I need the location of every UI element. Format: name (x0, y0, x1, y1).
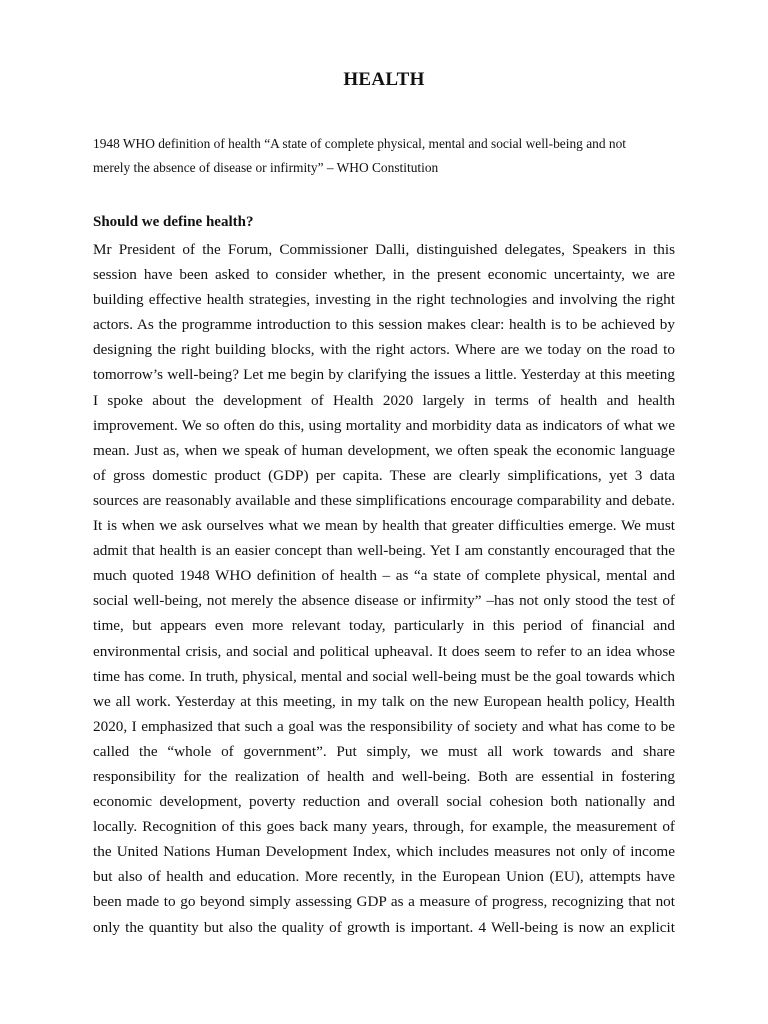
body-line: sources are reasonably available and these simplifications encourage comparability and debate. (93, 491, 675, 509)
body-line: 2020, I emphasized that such a goal was the responsibility of society and what has come to be (93, 717, 675, 735)
body-line: only the quantity but also the quality of growth is important. 4 Well-being is now an explicit (93, 918, 675, 936)
who-definition-quote (93, 132, 678, 180)
body-line: improvement. We so often do this, using mortality and morbidity data as indicators of what we (93, 416, 675, 434)
body-line: but also of health and education. More recently, in the European Union (EU), attempts have (93, 868, 675, 886)
body-line: the United Nations Human Development Index, which includes measures not only of income (93, 843, 675, 861)
quote-line: 1948 WHO definition of health “A state of complete physical, mental and social well-being and not (93, 136, 627, 151)
quote-line: merely the absence of disease or infirmity” – WHO Constitution (93, 160, 439, 175)
body-line: environmental crisis, and social and political upheaval. It does seem to refer to an idea whose (93, 642, 675, 660)
body-line: It is when we ask ourselves what we mean by health that greater difficulties emerge. We must (93, 517, 675, 535)
body-line: of gross domestic product (GDP) per capita. These are clearly simplifications, yet 3 data (93, 466, 675, 484)
section-heading: Should we define health? (93, 214, 254, 230)
body-line: called the “whole of government”. Put simply, we must all work towards and share (93, 742, 675, 760)
body-line: economic development, poverty reduction and overall social cohesion both nationally and (93, 793, 675, 811)
body-line: much quoted 1948 WHO definition of health – as “a state of complete physical, mental and (93, 567, 675, 585)
body-line: mean. Just as, when we speak of human development, we often speak the economic language (93, 441, 675, 459)
body-line: social well-being, not merely the absence disease or infirmity” –has not only stood the test of (93, 592, 675, 610)
body-line: been made to go beyond simply assessing GDP as a measure of progress, recognizing that not (93, 893, 675, 911)
body-line: building effective health strategies, investing in the right technologies and involving the right (93, 291, 675, 309)
body-line: tomorrow’s well-being? Let me begin by clarifying the issues a little. Yesterday at this meeting (93, 366, 675, 384)
body-line: we all work. Yesterday at this meeting, in my talk on the new European health policy, Health (93, 692, 675, 710)
body-line: time, but appears even more relevant today, particularly in this period of financial and (93, 617, 675, 635)
body-line: designing the right building blocks, with the right actors. Where are we today on the road to (93, 341, 675, 359)
body-line: responsibility for the realization of health and well-being. Both are essential in fostering (93, 767, 675, 785)
body-paragraph (93, 237, 675, 940)
body-line: actors. As the programme introduction to this session makes clear: health is to be achieved by (93, 316, 675, 334)
body-line: session have been asked to consider whether, in the present economic uncertainty, we are (93, 266, 675, 284)
body-line: I spoke about the development of Health 2020 largely in terms of health and health (93, 391, 675, 409)
body-line: time has come. In truth, physical, mental and social well-being must be the goal towards which (93, 667, 675, 685)
body-line: Mr President of the Forum, Commissioner Dalli, distinguished delegates, Speakers in this (93, 241, 675, 258)
document-title: HEALTH (343, 69, 425, 90)
body-line: admit that health is an easier concept than well-being. Yet I am constantly encouraged that the (93, 542, 675, 560)
body-line: locally. Recognition of this goes back many years, through, for example, the measurement of (93, 818, 675, 836)
